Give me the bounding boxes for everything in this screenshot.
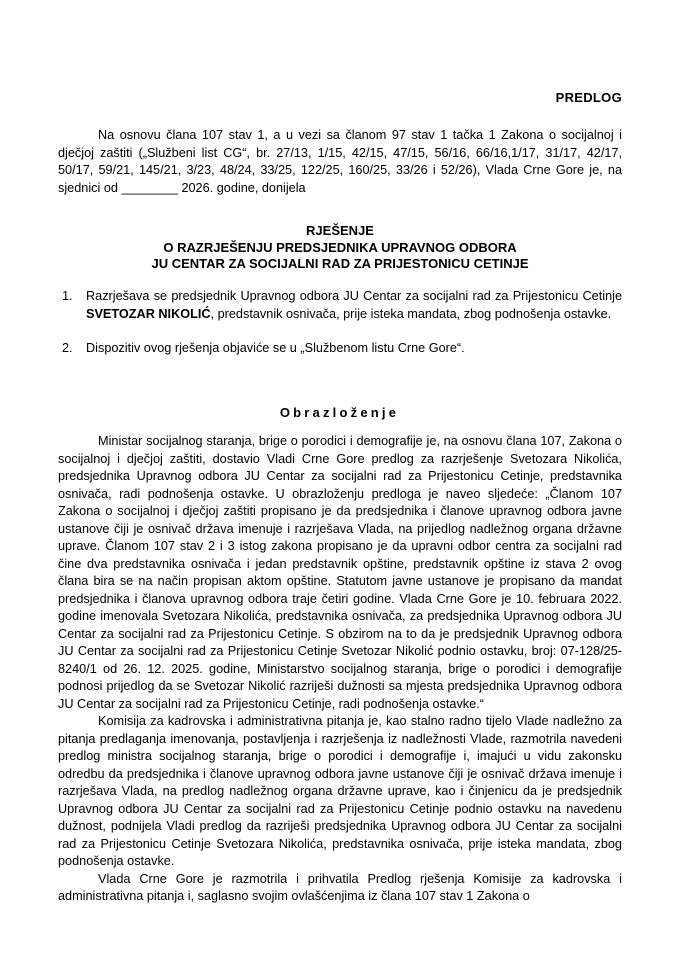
paragraph-1: Ministar socijalnog staranja, brige o porodici i demografije je, na osnovu člana 107, Zakona o socijalnoj i dječjoj zaštiti, dostavio Vladi Crne Gore predlog za razrješenje Svetozara Nikolića, predsjednika Upravnog odbora JU Centar za socijalni rad za Prijestonicu Cetinje, predstavnika osnivača, radi podnošenja ostavke. U obrazloženju predloga je naveo sljedeće: „Članom 107 Zakona o socijalnoj i dječjoj zaštiti propisano je da predsjednika i članove upravnog odbora javne ustanove čiji je osnivač država imenuje i razrješava Vlada, na prijedlog nadležnog organa državne uprave. Članom 107 stav 2 i 3 istog zakona propisano je da upravni odbor centra za socijalni rad čine dva predstavnika osnivača i jedan predstavnik opštine, predstavnik opštine iz stava 2 ovog člana bira se na način propisan aktom opštine. Statutom javne ustanove je propisano da mandat predsjednika i članova upravnog odbora traje četiri godine. Vlada Crne Gore je 10. februara 2022. godine imenovala Svetozara Nikolića, predstavnika osnivača, za predsjednika Upravnog odbora JU Centar za socijalni rad za Prijestonicu Cetinje. S obzirom na to da je predsjednik Upravnog odbora JU Centar za socijalni rad za Prijestonicu Cetinje Svetozar Nikolić podnio ostavku, broj: 07-128/25-8240/1 od 26. 12. 2025. godine, Ministarstvo socijalnog staranja, brige o porodici i demografije podnosi prijedlog da se Svetozar Nikolić razriješi dužnosti sa mjesta predsjednika Upravnog odbora JU Centar za socijalni rad za Prijestonicu Cetinje, radi podnošenja ostavke.“ (58, 434, 622, 711)
predlog-stamp: PREDLOG (555, 90, 622, 105)
title-line-2: O RAZRJEŠENJU PREDSJEDNIKA UPRAVNOG ODBORA (163, 239, 517, 255)
decision-item-1 (62, 288, 622, 323)
title-line-3: JU CENTAR ZA SOCIJALNI RAD ZA PRIJESTONICU CETINJE (151, 256, 529, 271)
explanation-body (58, 433, 622, 906)
title-line-1: RJEŠENJE (306, 223, 374, 238)
decision-title (40, 223, 640, 273)
item-text: Dispozitiv ovog rješenja objaviće se u „Službenom listu Crne Gore“. (86, 341, 465, 355)
item-number: 1. (62, 289, 73, 303)
item-text-after: , predstavnik osnivača, prije isteka mandata, zbog podnošenja ostavke. (210, 306, 612, 321)
item-person-name: SVETOZAR NIKOLIĆ (86, 306, 211, 321)
decision-items (62, 288, 622, 358)
decision-item-2 (62, 340, 622, 358)
explanation-heading: Obrazloženje (279, 405, 400, 420)
preamble: Na osnovu člana 107 stav 1, a u vezi sa članom 97 stav 1 tačka 1 Zakona o socijalnoj i dječjoj zaštiti („Službeni list CG“, br. 27/13, 1/15, 42/15, 47/15, 56/16, 66/16,1/17, 31/17, 42/17, 50/17, 59/21, 145/21, 3/23, 48/24, 33/25, 122/25, 160/25, 33/26 i 52/26), Vlada Crne Gore je, na sjednici od ________ 2026. godine, donijela (58, 128, 622, 195)
item-text-before: Razrješava se predsjednik Upravnog odbora JU Centar za socijalni rad za Prijestonicu Cetinje (86, 289, 622, 303)
paragraph-3: Vlada Crne Gore je razmotrila i prihvatila Predlog rješenja Komisije za kadrovska i administrativna pitanja i, saglasno svojim ovlašćenjima iz člana 107 stav 1 Zakona o (58, 871, 622, 903)
item-number: 2. (62, 341, 73, 355)
paragraph-2: Komisija za kadrovska i administrativna pitanja je, kao stalno radno tijelo Vlade nadležno za pitanja predlaganja imenovanja, postavljenja i razrješenja iz nadležnosti Vlade, razmotrila navedeni predlog ministra socijalnog staranja, brige o porodici i demografije i, imajući u vidu zakonsku odredbu da predsjednika i članove upravnog odbora javne ustanove čiji je osnivač država imenuje i razrješava Vlada, na predlog nadležnog organa državne uprave, kao i činjenicu da je predsjednik Upravnog odbora JU Centar za socijalni rad za Prijestonicu Cetinje podnio ostavku na navedenu dužnost, podnijela Vladi predlog da razriješi predsjednika Upravnog odbora JU Centar za socijalni rad za Prijestonicu Cetinje Svetozara Nikolića, predstavnika osnivača, prije isteka mandata, zbog podnošenja ostavke. (58, 714, 622, 868)
